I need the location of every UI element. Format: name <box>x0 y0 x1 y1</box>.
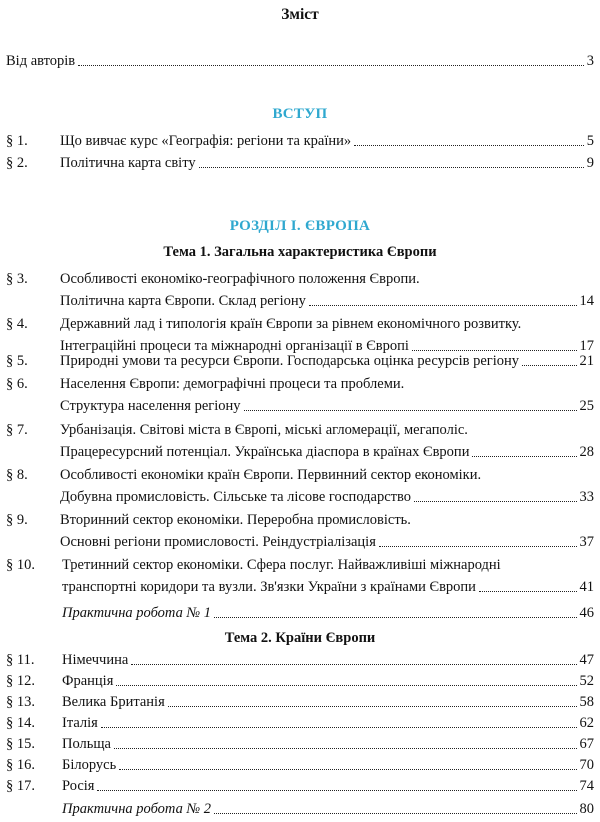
leader-dots <box>472 456 576 457</box>
entry-title-line2: Добувна промисловість. Сільське та лісове господарство <box>60 489 411 505</box>
entry-page: 5 <box>586 133 594 149</box>
toc-entry-6[interactable] <box>6 373 594 417</box>
toc-entry-1[interactable] <box>6 130 594 152</box>
entry-title: Практична робота № 2 <box>62 801 212 817</box>
toc-entry-14[interactable] <box>6 712 594 734</box>
entry-title-line1: Державний лад і типологія країн Європи за рівнем економічного розвитку. <box>60 316 522 332</box>
entry-page: 52 <box>579 673 594 689</box>
entry-title: Політична карта світу <box>60 155 196 171</box>
entry-page: 58 <box>579 694 594 710</box>
entry-title: Італія <box>62 715 98 731</box>
entry-page: 67 <box>579 736 594 752</box>
entry-number: § 10. <box>6 557 35 573</box>
toc-entry-12[interactable] <box>6 670 594 692</box>
toc-entry-10[interactable] <box>6 554 594 598</box>
entry-title: Практична робота № 1 <box>62 605 212 621</box>
entry-title: Франція <box>62 673 114 689</box>
toc-entry-16[interactable] <box>6 754 594 776</box>
topic-heading-2: Тема 2. Країни Європи <box>224 630 376 646</box>
toc-entry-8[interactable] <box>6 464 594 508</box>
entry-page: 28 <box>579 444 594 460</box>
topic-heading-1: Тема 1. Загальна характеристика Європи <box>163 244 437 260</box>
toc-entry-authors[interactable] <box>6 50 594 72</box>
entry-title: Німеччина <box>62 652 129 668</box>
leader-dots <box>114 748 577 749</box>
page-title: Зміст <box>281 6 319 23</box>
entry-page: 37 <box>579 534 594 550</box>
entry-page: 14 <box>579 293 594 309</box>
entry-title-line2: Працересурсний потенціал. Українська діаспора в країнах Європи <box>60 444 470 460</box>
entry-number: § 6. <box>6 376 28 392</box>
toc-entry-9[interactable] <box>6 509 594 553</box>
entry-number: § 17. <box>6 778 35 794</box>
entry-title-line1: Третинний сектор економіки. Сфера послуг. Найважливіші міжнародні <box>62 557 501 573</box>
leader-dots <box>131 664 576 665</box>
entry-title-line1: Населення Європи: демографічні процеси та проблеми. <box>60 376 405 392</box>
entry-page: 62 <box>579 715 594 731</box>
entry-page: 70 <box>579 757 594 773</box>
entry-number: § 13. <box>6 694 35 710</box>
entry-number: § 15. <box>6 736 35 752</box>
leader-dots <box>214 617 576 618</box>
entry-page: 46 <box>579 605 594 621</box>
leader-dots <box>522 365 576 366</box>
leader-dots <box>414 501 577 502</box>
entry-number: § 14. <box>6 715 35 731</box>
entry-title-line2: Інтеграційні процеси та міжнародні організації в Європі <box>60 338 409 354</box>
entry-page: 80 <box>579 801 594 817</box>
leader-dots <box>244 410 577 411</box>
entry-number: § 1. <box>6 133 28 149</box>
entry-page: 9 <box>586 155 594 171</box>
leader-dots <box>168 706 577 707</box>
entry-page: 47 <box>579 652 594 668</box>
entry-number: § 16. <box>6 757 35 773</box>
entry-page: 17 <box>579 338 594 354</box>
entry-page: 3 <box>586 53 594 69</box>
toc-entry-2[interactable] <box>6 152 594 174</box>
entry-title-line2: Політична карта Європи. Склад регіону <box>60 293 306 309</box>
leader-dots <box>214 813 576 814</box>
entry-title: Велика Британія <box>62 694 165 710</box>
entry-page: 33 <box>579 489 594 505</box>
entry-number: § 9. <box>6 512 28 528</box>
entry-number: § 5. <box>6 353 28 369</box>
entry-title: Білорусь <box>62 757 117 773</box>
entry-title: Польща <box>62 736 111 752</box>
entry-title: Росія <box>62 778 95 794</box>
leader-dots <box>116 685 576 686</box>
entry-page: 21 <box>579 353 594 369</box>
leader-dots <box>199 167 584 168</box>
toc-entry-13[interactable] <box>6 691 594 713</box>
leader-dots <box>97 790 576 791</box>
entry-title: Що вивчає курс «Географія: регіони та країни» <box>60 133 352 149</box>
entry-page: 74 <box>579 778 594 794</box>
leader-dots <box>479 591 577 592</box>
toc-entry-3[interactable] <box>6 268 594 312</box>
leader-dots <box>119 769 576 770</box>
entry-title-line1: Вторинний сектор економіки. Переробна промисловість. <box>60 512 411 528</box>
entry-title-line1: Особливості економіки країн Європи. Первинний сектор економіки. <box>60 467 482 483</box>
entry-title-line2: Основні регіони промисловості. Реіндустріалізація <box>60 534 376 550</box>
leader-dots <box>354 145 584 146</box>
entry-title-line1: Урбанізація. Світові міста в Європі, міські агломерації, мегаполіс. <box>60 422 468 438</box>
toc-entry-practical-1[interactable] <box>6 602 594 624</box>
entry-title-line2: Структура населення регіону <box>60 398 241 414</box>
leader-dots <box>101 727 577 728</box>
toc-entry-7[interactable] <box>6 419 594 463</box>
entry-number: § 8. <box>6 467 28 483</box>
entry-title: Від авторів <box>6 53 76 69</box>
section-heading-europe: РОЗДІЛ І. ЄВРОПА <box>229 218 371 234</box>
toc-entry-5[interactable] <box>6 350 594 372</box>
section-heading-intro: ВСТУП <box>272 106 328 122</box>
entry-title-line2: транспортні коридори та вузли. Зв'язки України з країнами Європи <box>62 579 476 595</box>
toc-entry-15[interactable] <box>6 733 594 755</box>
entry-number: § 3. <box>6 271 28 287</box>
toc-entry-11[interactable] <box>6 649 594 671</box>
toc-entry-17[interactable] <box>6 775 594 797</box>
entry-title: Природні умови та ресурси Європи. Господарська оцінка ресурсів регіону <box>60 353 520 369</box>
leader-dots <box>379 546 577 547</box>
entry-number: § 4. <box>6 316 28 332</box>
entry-number: § 11. <box>6 652 35 668</box>
entry-number: § 12. <box>6 673 35 689</box>
entry-title-line1: Особливості економіко-географічного положення Європи. <box>60 271 420 287</box>
toc-entry-practical-2[interactable] <box>6 798 594 820</box>
entry-number: § 7. <box>6 422 28 438</box>
entry-number: § 2. <box>6 155 28 171</box>
leader-dots <box>78 65 584 66</box>
entry-page: 25 <box>579 398 594 414</box>
entry-page: 41 <box>579 579 594 595</box>
leader-dots <box>309 305 577 306</box>
